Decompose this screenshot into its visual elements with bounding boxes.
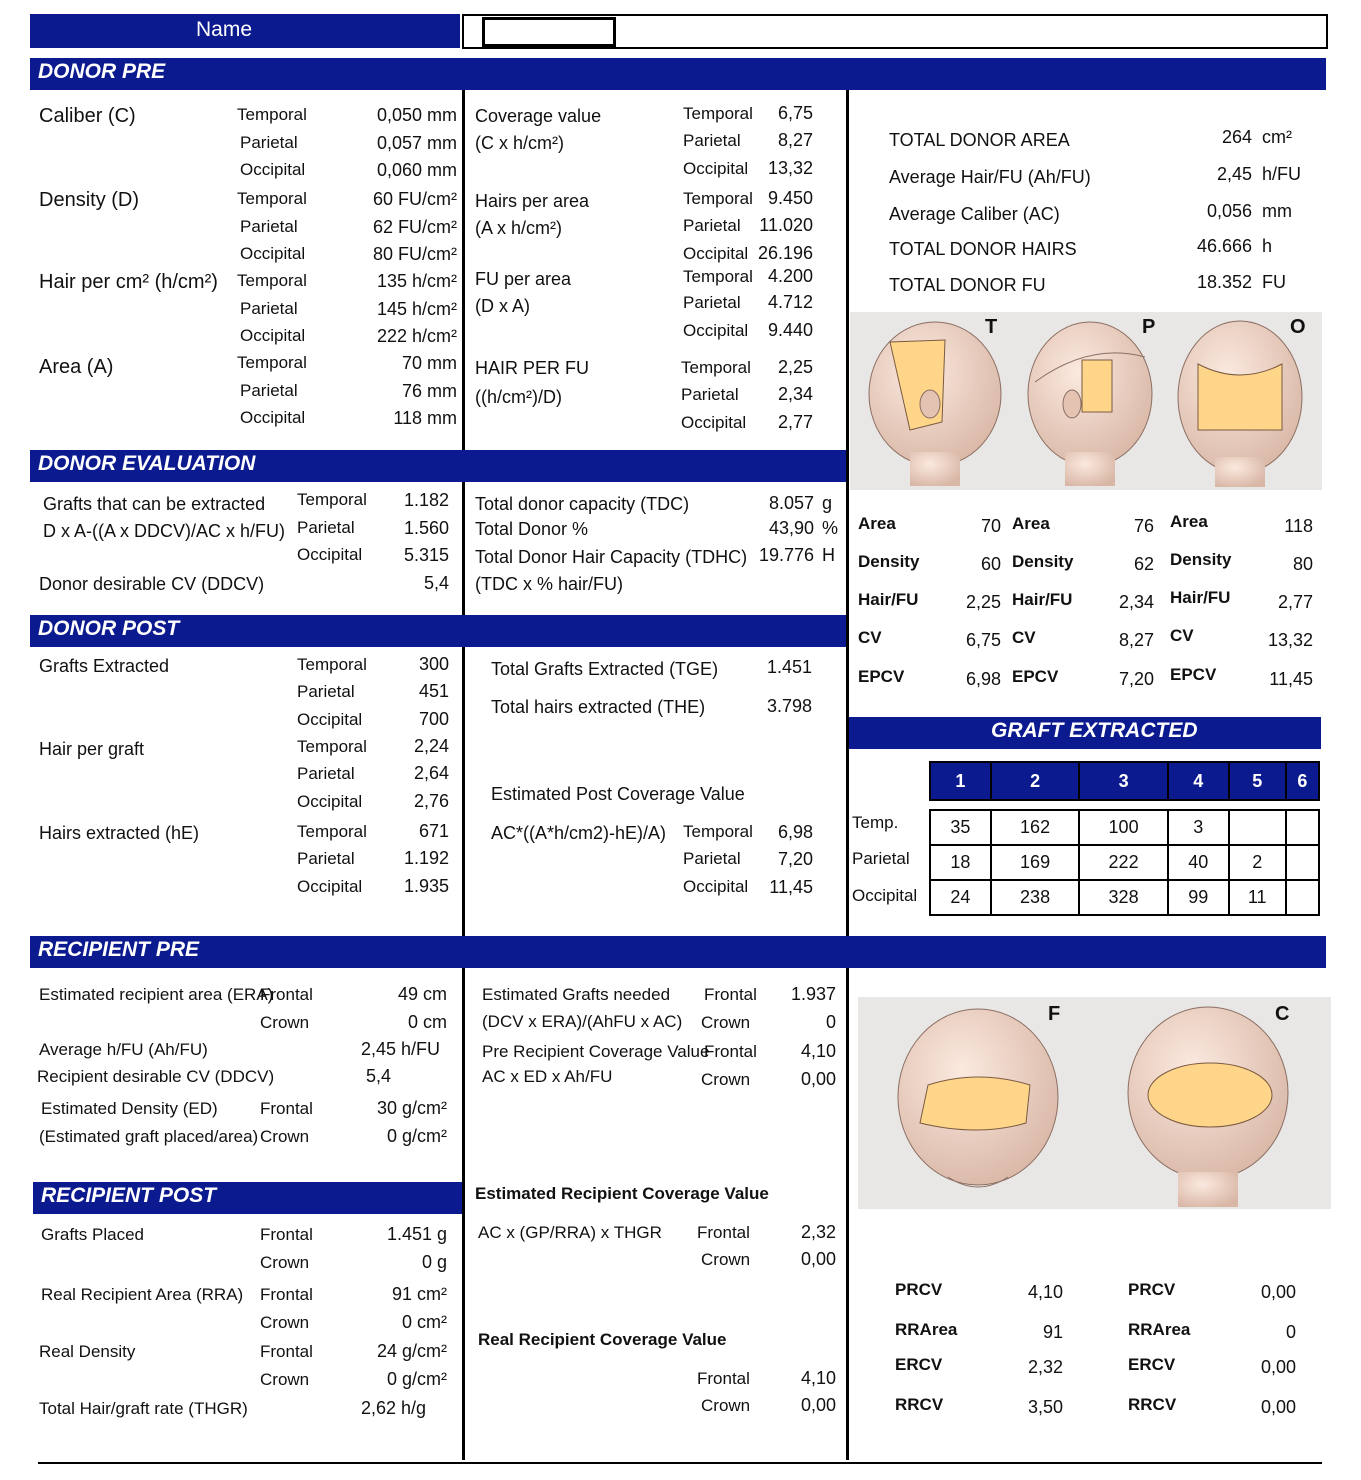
rpo-ercv-zone-c: Crown	[701, 1250, 751, 1269]
graft-cell: 3	[1168, 810, 1229, 845]
area-label: Area (A)	[39, 356, 114, 378]
recipient-post-bar	[33, 1182, 462, 1214]
rp-egn-zone-c: Crown	[701, 1013, 751, 1032]
dpo-hpg-zone-t: Temporal	[297, 737, 367, 756]
de-zone-t: Temporal	[297, 490, 367, 509]
graft-cell: 24	[930, 880, 991, 915]
rpo-ercv-value-c: 0,00	[800, 1249, 836, 1269]
stat-o-value-1: 80	[1292, 554, 1313, 574]
dp-cov-value-p: 8,27	[777, 130, 813, 150]
dp-density-value-t: 60 FU/cm²	[372, 189, 457, 209]
stat-t-label-1: Density	[858, 552, 920, 571]
tdp-label: Total Donor %	[475, 519, 589, 539]
dpo-he-value-o: 1.935	[403, 876, 449, 896]
dp-area-value-o: 118 mm	[393, 408, 457, 428]
head-temporal-icon	[869, 322, 1001, 486]
dp-hpc-value-o: 222 h/cm²	[376, 326, 457, 346]
stat-p-value-4: 7,20	[1118, 669, 1154, 689]
dp-density-value-p: 62 FU/cm²	[372, 217, 457, 237]
rpo-rra-value-c: 0 cm²	[402, 1312, 447, 1332]
stat-p-value-0: 76	[1133, 516, 1154, 536]
rp-egn-value-c: 0	[825, 1012, 836, 1032]
rp-era-value-c: 0 cm	[407, 1012, 447, 1032]
summary-c-value-0: 0,00	[1260, 1282, 1296, 1302]
graft-extracted-table	[929, 761, 1320, 916]
dp-area-zone-t: Temporal	[237, 353, 307, 372]
rpo-rd-value-c: 0 g/cm²	[386, 1369, 447, 1389]
rpo-rrcv-zone-f: Frontal	[697, 1369, 750, 1388]
thgr-label: Total Hair/graft rate (THGR)	[39, 1399, 248, 1418]
tdc-label: Total donor capacity (TDC)	[475, 494, 690, 514]
rpo-rrcv-value-c: 0,00	[800, 1395, 836, 1415]
summary-f-label-0: PRCV	[895, 1280, 943, 1299]
rpo-gp-value-f: 1.451 g	[386, 1224, 447, 1244]
recipient-pre-bar	[30, 936, 1326, 968]
dp-cov-value-o: 13,32	[767, 158, 813, 178]
dp-hpc-zone-o: Occipital	[240, 326, 306, 345]
hpc-label: Hair per cm² (h/cm²)	[39, 271, 218, 293]
head-letter-0: T	[985, 316, 998, 338]
donor-post-title: DONOR POST	[38, 617, 180, 640]
rp-era-zone-c: Crown	[260, 1013, 310, 1032]
bottom-rule	[38, 1462, 1322, 1464]
dp-fpa-zone-t: Temporal	[683, 267, 753, 286]
prcv-formula: AC x ED x Ah/FU	[482, 1067, 613, 1086]
rpo-rd-zone-f: Frontal	[260, 1342, 313, 1361]
hpa-formula: (A x h/cm²)	[475, 218, 563, 238]
dpo-ge-zone-t: Temporal	[297, 655, 367, 674]
dp-cov-zone-p: Parietal	[683, 131, 741, 150]
rddcv-value: 5,4	[365, 1066, 391, 1086]
summary-c-value-2: 0,00	[1260, 1357, 1296, 1377]
dp-caliber-zone-p: Parietal	[240, 133, 298, 152]
dpo-hpg-zone-p: Parietal	[297, 764, 355, 783]
summary-c-value-3: 0,00	[1260, 1397, 1296, 1417]
stat-o-value-3: 13,32	[1267, 630, 1313, 650]
dp-hpc-value-p: 145 h/cm²	[376, 299, 457, 319]
epcv-formula: AC*((A*h/cm2)-hE)/A)	[491, 823, 667, 843]
graft-cell: 35	[930, 810, 991, 845]
tdp-unit: %	[822, 518, 839, 538]
graft-cell: 328	[1079, 880, 1168, 915]
donor-pre-title: DONOR PRE	[38, 60, 166, 83]
dp-hpf-zone-o: Occipital	[681, 413, 747, 432]
table-row	[930, 880, 1319, 915]
tge-label: Total Grafts Extracted (TGE)	[491, 659, 719, 679]
graft-cell	[1286, 810, 1319, 845]
stat-t-label-0: Area	[858, 514, 896, 533]
ercv-formula: AC x (GP/RRA) x THGR	[478, 1223, 662, 1242]
graft-cell: 222	[1079, 845, 1168, 880]
fpa-formula: (D x A)	[475, 296, 531, 316]
graft-row-label-1: Parietal	[852, 849, 910, 868]
total-unit-1: h/FU	[1262, 164, 1302, 184]
graft-col-5: 5	[1229, 762, 1286, 800]
rp-egn-zone-f: Frontal	[704, 985, 757, 1004]
total-unit-2: mm	[1262, 201, 1292, 221]
de-zone-p: Parietal	[297, 518, 355, 537]
dp-caliber-value-o: 0,060 mm	[376, 160, 457, 180]
dp-density-value-o: 80 FU/cm²	[372, 244, 457, 264]
epcv-zone-p: Parietal	[683, 849, 741, 868]
donor-heads-image	[850, 312, 1322, 490]
dpo-hpg-value-o: 2,76	[413, 791, 449, 811]
rpo-gp-zone-c: Crown	[260, 1253, 310, 1272]
donor-pre-bar	[30, 58, 1326, 90]
epcv-label: Estimated Post Coverage Value	[491, 784, 745, 804]
stat-t-label-3: CV	[858, 628, 882, 647]
dp-hpa-value-p: 11.020	[759, 215, 813, 235]
dp-fpa-value-t: 4.200	[767, 266, 813, 286]
graft-cell	[1229, 810, 1286, 845]
summary-f-value-1: 91	[1042, 1322, 1063, 1342]
stat-p-label-3: CV	[1012, 628, 1036, 647]
de-zone-o: Occipital	[297, 545, 363, 564]
donor-post-bar	[30, 615, 846, 647]
dp-caliber-zone-o: Occipital	[240, 160, 306, 179]
rp-ed-value-c: 0 g/cm²	[386, 1126, 447, 1146]
stat-o-label-4: EPCV	[1170, 665, 1217, 684]
rp-prcv-value-f: 4,10	[800, 1041, 836, 1061]
total-label-1: Average Hair/FU (Ah/FU)	[889, 167, 1091, 187]
stat-o-label-0: Area	[1170, 512, 1208, 531]
dp-hpa-zone-t: Temporal	[683, 189, 753, 208]
de-value-t: 1.182	[403, 490, 449, 510]
graft-spacer-cell	[930, 800, 1319, 810]
tdc-value: 8.057	[768, 493, 814, 513]
dpo-ge-value-p: 451	[418, 681, 449, 701]
total-label-2: Average Caliber (AC)	[889, 204, 1060, 224]
dp-hpa-value-t: 9.450	[767, 188, 813, 208]
table-row	[930, 845, 1319, 880]
rpo-rra-zone-c: Crown	[260, 1313, 310, 1332]
epcv-zone-o: Occipital	[683, 877, 749, 896]
stat-o-value-2: 2,77	[1277, 592, 1313, 612]
ercv-title: Estimated Recipient Coverage Value	[475, 1184, 769, 1203]
dp-hpa-value-o: 26.196	[757, 243, 813, 263]
graft-row-label-0: Temp.	[852, 813, 899, 832]
caliber-label: Caliber (C)	[39, 105, 136, 127]
dp-hpc-zone-p: Parietal	[240, 299, 298, 318]
dp-hpf-value-o: 2,77	[777, 412, 813, 432]
stat-t-value-3: 6,75	[965, 630, 1001, 650]
density-label: Density (D)	[39, 189, 140, 211]
graft-cell: 169	[991, 845, 1080, 880]
stat-t-value-2: 2,25	[965, 592, 1001, 612]
total-label-4: TOTAL DONOR FU	[889, 275, 1046, 295]
grafts-extractable-formula: D x A-((A x DDCV)/AC x h/FU)	[43, 521, 286, 541]
donor-eval-title: DONOR EVALUATION	[38, 452, 256, 475]
graft-row-label-2: Occipital	[852, 886, 918, 905]
rpo-rrcv-value-f: 4,10	[800, 1368, 836, 1388]
dp-hpf-zone-t: Temporal	[681, 358, 751, 377]
rd-label: Real Density	[39, 1342, 136, 1361]
dpo-he-zone-o: Occipital	[297, 877, 363, 896]
epcv-value-p: 7,20	[777, 849, 813, 869]
summary-c-label-2: ERCV	[1128, 1355, 1176, 1374]
dpo-ge-value-o: 700	[418, 709, 449, 729]
dp-area-zone-p: Parietal	[240, 381, 298, 400]
summary-c-value-1: 0	[1285, 1322, 1296, 1342]
graft-table-header	[930, 762, 1319, 800]
rec-head-letter-0: F	[1048, 1003, 1061, 1025]
dp-hpc-zone-t: Temporal	[237, 271, 307, 290]
gp-label: Grafts Placed	[41, 1225, 144, 1244]
head-parietal-icon	[1028, 322, 1152, 486]
head-occipital-icon	[1178, 321, 1302, 487]
rp-ed-zone-f: Frontal	[260, 1099, 313, 1118]
summary-c-label-3: RRCV	[1128, 1395, 1177, 1414]
rpo-rd-value-f: 24 g/cm²	[376, 1341, 447, 1361]
divider-left	[462, 90, 465, 1460]
dp-hpa-zone-o: Occipital	[683, 244, 749, 263]
summary-c-label-0: PRCV	[1128, 1280, 1176, 1299]
dpo-he-value-p: 1.192	[403, 848, 449, 868]
the-label: Total hairs extracted (THE)	[491, 697, 706, 717]
hpa-label: Hairs per area	[475, 191, 590, 211]
summary-f-value-0: 4,10	[1027, 1282, 1063, 1302]
dp-density-zone-t: Temporal	[237, 189, 307, 208]
rpo-gp-value-c: 0 g	[421, 1252, 447, 1272]
coverage-label: Coverage value	[475, 106, 602, 126]
total-value-3: 46.666	[1196, 236, 1252, 256]
tdp-value: 43,90	[768, 518, 814, 538]
dp-fpa-value-o: 9.440	[767, 320, 813, 340]
de-value-p: 1.560	[403, 518, 449, 538]
summary-f-value-3: 3,50	[1027, 1397, 1063, 1417]
head-frontal-icon	[898, 1009, 1058, 1187]
dp-cov-zone-o: Occipital	[683, 159, 749, 178]
ahfu-value: 2,45 h/FU	[360, 1039, 440, 1059]
dpo-hpg-value-t: 2,24	[413, 736, 449, 756]
summary-f-value-2: 2,32	[1027, 1357, 1063, 1377]
donor-heads-svg	[850, 312, 1322, 490]
the-value: 3.798	[766, 696, 812, 716]
total-value-0: 264	[1221, 127, 1252, 147]
rp-ed-zone-c: Crown	[260, 1127, 310, 1146]
tdhc-label: Total Donor Hair Capacity (TDHC)	[475, 547, 748, 567]
stat-o-value-0: 118	[1284, 516, 1313, 536]
graft-table-spacer	[930, 800, 1319, 810]
stat-t-label-2: Hair/FU	[858, 590, 919, 609]
dpo-he-zone-p: Parietal	[297, 849, 355, 868]
divider-right	[846, 90, 849, 1460]
head-letter-2: O	[1290, 316, 1306, 338]
rp-era-zone-f: Frontal	[260, 985, 313, 1004]
dp-hpf-value-p: 2,34	[777, 384, 813, 404]
graft-cell	[1286, 845, 1319, 880]
grafts-extracted-label: Grafts Extracted	[39, 656, 170, 676]
thgr-value: 2,62 h/g	[360, 1398, 426, 1418]
rra-label: Real Recipient Area (RRA)	[41, 1285, 244, 1304]
graft-extracted-bar	[849, 717, 1321, 749]
graft-cell: 2	[1229, 845, 1286, 880]
stat-t-value-4: 6,98	[965, 669, 1001, 689]
head-letter-1: P	[1142, 316, 1156, 338]
rpo-ercv-value-f: 2,32	[800, 1222, 836, 1242]
graft-cell: 40	[1168, 845, 1229, 880]
donor-eval-bar	[30, 450, 846, 482]
graft-col-1: 1	[930, 762, 991, 800]
rpo-rra-zone-f: Frontal	[260, 1285, 313, 1304]
stat-p-label-4: EPCV	[1012, 667, 1059, 686]
summary-c-label-1: RRArea	[1128, 1320, 1191, 1339]
recipient-heads-svg	[858, 997, 1331, 1209]
total-value-2: 0,056	[1206, 201, 1252, 221]
de-value-o: 5.315	[403, 545, 449, 565]
dp-fpa-zone-p: Parietal	[683, 293, 741, 312]
table-row	[930, 810, 1319, 845]
total-unit-3: h	[1262, 236, 1273, 256]
rec-head-letter-1: C	[1275, 1003, 1290, 1025]
tdhc-unit: H	[822, 545, 835, 565]
dp-hpc-value-t: 135 h/cm²	[376, 271, 457, 291]
total-value-4: 18.352	[1196, 272, 1252, 292]
epcv-value-o: 11,45	[769, 877, 813, 897]
coverage-formula: (C x h/cm²)	[475, 133, 564, 153]
rpo-rra-value-f: 91 cm²	[391, 1284, 447, 1304]
dpo-ge-zone-p: Parietal	[297, 682, 355, 701]
total-unit-4: FU	[1262, 272, 1286, 292]
dp-caliber-zone-t: Temporal	[237, 105, 307, 124]
recipient-pre-title: RECIPIENT PRE	[38, 938, 200, 961]
hair-per-graft-label: Hair per graft	[39, 739, 145, 759]
stat-p-value-2: 2,34	[1118, 592, 1154, 612]
summary-f-label-1: RRArea	[895, 1320, 958, 1339]
stat-t-label-4: EPCV	[858, 667, 905, 686]
dp-fpa-zone-o: Occipital	[683, 321, 749, 340]
recipient-post-title: RECIPIENT POST	[41, 1184, 217, 1207]
hpf-formula: ((h/cm²)/D)	[475, 387, 562, 407]
dpo-he-zone-t: Temporal	[297, 822, 367, 841]
stat-o-label-1: Density	[1170, 550, 1232, 569]
tdc-unit: g	[822, 493, 833, 513]
ed-formula: (Estimated graft placed/area)	[39, 1127, 259, 1146]
rrcv-title: Real Recipient Coverage Value	[478, 1330, 727, 1349]
dp-cov-value-t: 6,75	[777, 103, 813, 123]
epcv-zone-t: Temporal	[683, 822, 753, 841]
tdhc-formula: (TDC x % hair/FU)	[475, 574, 623, 594]
rpo-rd-zone-c: Crown	[260, 1370, 310, 1389]
stat-p-value-3: 8,27	[1118, 630, 1154, 650]
egn-label: Estimated Grafts needed	[482, 985, 671, 1004]
rp-era-value-f: 49 cm	[397, 984, 447, 1004]
ddcv-label: Donor desirable CV (DDCV)	[39, 574, 265, 594]
graft-cell: 11	[1229, 880, 1286, 915]
dp-density-zone-o: Occipital	[240, 244, 306, 263]
name-label: Name	[196, 18, 253, 41]
recipient-heads-image	[858, 997, 1331, 1209]
tge-value: 1.451	[766, 657, 812, 677]
stat-p-label-2: Hair/FU	[1012, 590, 1073, 609]
rpo-rrcv-zone-c: Crown	[701, 1396, 751, 1415]
dpo-hpg-value-p: 2,64	[413, 763, 449, 783]
graft-cell: 18	[930, 845, 991, 880]
epcv-value-t: 6,98	[777, 822, 813, 842]
stat-t-value-0: 70	[980, 516, 1001, 536]
stat-p-label-0: Area	[1012, 514, 1050, 533]
rp-ed-value-f: 30 g/cm²	[376, 1098, 447, 1118]
dp-density-zone-p: Parietal	[240, 217, 298, 236]
ed-label: Estimated Density (ED)	[41, 1099, 218, 1118]
fpa-label: FU per area	[475, 269, 572, 289]
dp-hpa-zone-p: Parietal	[683, 216, 741, 235]
rp-egn-value-f: 1.937	[790, 984, 836, 1004]
hpf-label: HAIR PER FU	[475, 358, 590, 378]
dpo-ge-value-t: 300	[418, 654, 449, 674]
dp-hpf-value-t: 2,25	[777, 357, 813, 377]
rp-prcv-zone-c: Crown	[701, 1070, 751, 1089]
total-unit-0: cm²	[1262, 127, 1292, 147]
stat-o-value-4: 11,45	[1269, 669, 1313, 689]
graft-cell	[1286, 880, 1319, 915]
summary-f-label-2: ERCV	[895, 1355, 943, 1374]
graft-cell: 162	[991, 810, 1080, 845]
rp-prcv-zone-f: Frontal	[704, 1042, 757, 1061]
stat-o-label-3: CV	[1170, 626, 1194, 645]
rddcv-label: Recipient desirable CV (DDCV)	[37, 1067, 275, 1086]
dp-hpf-zone-p: Parietal	[681, 385, 739, 404]
hairs-extracted-label: Hairs extracted (hE)	[39, 823, 200, 843]
dp-cov-zone-t: Temporal	[683, 104, 753, 123]
graft-extracted-title: GRAFT EXTRACTED	[991, 719, 1198, 742]
dp-fpa-value-p: 4.712	[767, 292, 813, 312]
stat-p-value-1: 62	[1133, 554, 1154, 574]
total-value-1: 2,45	[1216, 164, 1252, 184]
dp-caliber-value-t: 0,050 mm	[376, 105, 457, 125]
rpo-ercv-zone-f: Frontal	[697, 1223, 750, 1242]
head-crown-icon	[1128, 1007, 1288, 1207]
graft-col-2: 2	[991, 762, 1080, 800]
ddcv-value: 5,4	[423, 573, 449, 593]
total-label-3: TOTAL DONOR HAIRS	[889, 239, 1077, 259]
stat-t-value-1: 60	[980, 554, 1001, 574]
dp-area-value-p: 76 mm	[401, 381, 457, 401]
dpo-he-value-t: 671	[418, 821, 449, 841]
graft-col-6: 6	[1286, 762, 1319, 800]
grafts-extractable-label: Grafts that can be extracted	[43, 494, 266, 514]
dp-area-value-t: 70 mm	[401, 353, 457, 373]
name-label-bar	[30, 14, 460, 48]
dpo-ge-zone-o: Occipital	[297, 710, 363, 729]
stat-o-label-2: Hair/FU	[1170, 588, 1231, 607]
graft-col-3: 3	[1079, 762, 1168, 800]
egn-formula: (DCV x ERA)/(AhFU x AC)	[482, 1012, 683, 1031]
graft-col-4: 4	[1168, 762, 1229, 800]
era-label: Estimated recipient area (ERA)	[39, 985, 274, 1004]
dp-area-zone-o: Occipital	[240, 408, 306, 427]
dp-caliber-value-p: 0,057 mm	[376, 133, 457, 153]
name-input-box[interactable]	[482, 17, 616, 47]
ahfu-label: Average h/FU (Ah/FU)	[39, 1040, 208, 1059]
rp-prcv-value-c: 0,00	[800, 1069, 836, 1089]
stat-p-label-1: Density	[1012, 552, 1074, 571]
graft-cell: 99	[1168, 880, 1229, 915]
summary-f-label-3: RRCV	[895, 1395, 944, 1414]
tdhc-value: 19.776	[758, 545, 814, 565]
prcv-label: Pre Recipient Coverage Value	[482, 1042, 710, 1061]
dpo-hpg-zone-o: Occipital	[297, 792, 363, 811]
graft-cell: 238	[991, 880, 1080, 915]
total-label-0: TOTAL DONOR AREA	[889, 130, 1070, 150]
rpo-gp-zone-f: Frontal	[260, 1225, 313, 1244]
graft-cell: 100	[1079, 810, 1168, 845]
